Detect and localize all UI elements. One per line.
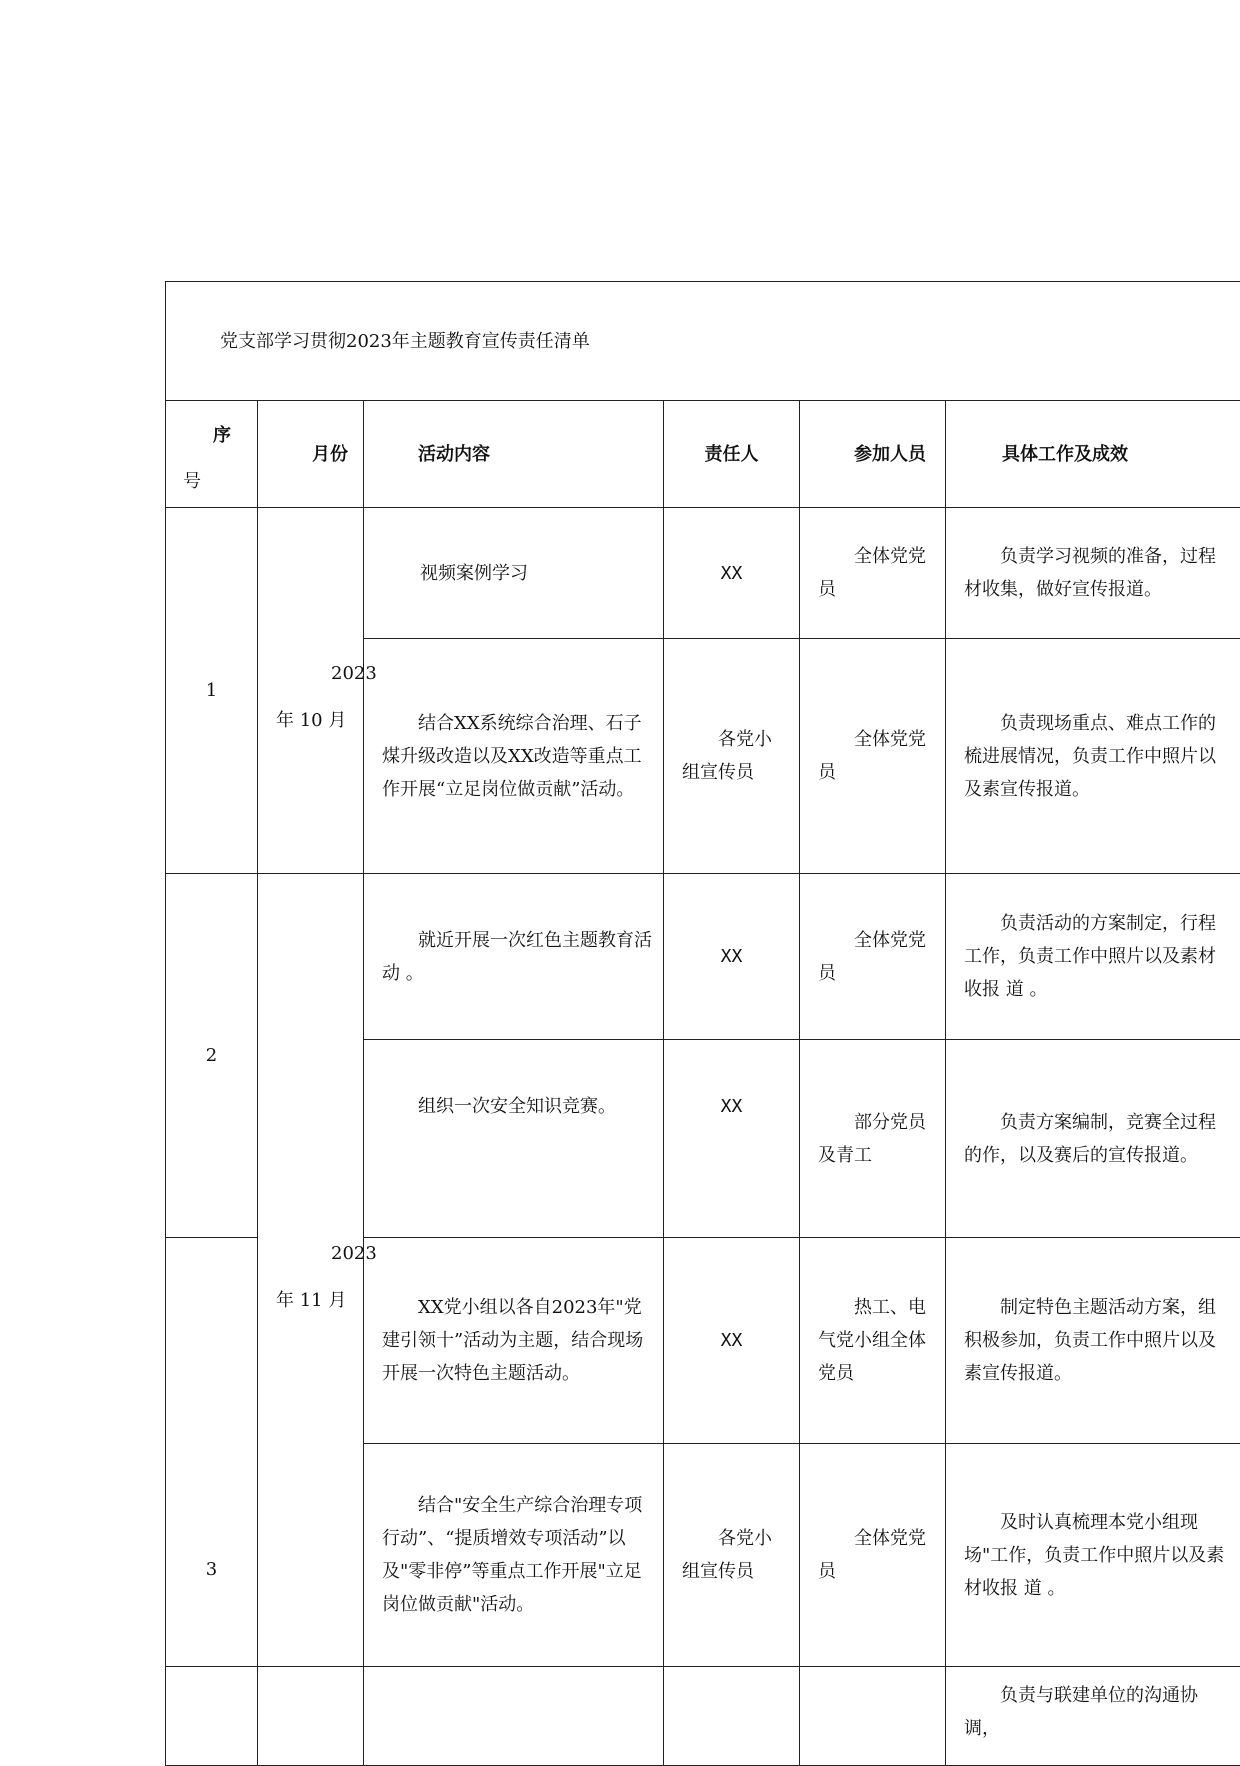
month-cell (258, 874, 364, 1667)
month-label: 年 11 月 (276, 1290, 346, 1311)
responsible-person-cell: 各党小组宣传员 (664, 639, 800, 874)
month-year: 2023 (276, 1224, 363, 1284)
responsible-person-cell: 各党小组宣传员 (664, 1444, 800, 1667)
work-results-cell: 负责方案编制，竞赛全过程的作，以及赛后的宣传报道。 (946, 1040, 1240, 1238)
header-month: 月份 (258, 401, 364, 508)
work-results-cell: 负责与联建单位的沟通协调， (946, 1667, 1240, 1766)
work-results-cell: 负责现场重点、难点工作的梳进展情况，负责工作中照片以及素宣传报道。 (946, 639, 1240, 874)
serial-number-cell: 3 (166, 1238, 258, 1667)
participants-cell: 全体党党员 (800, 874, 946, 1040)
participants-cell: 全体党党员 (800, 508, 946, 639)
header-serial-char-2: 号 (183, 465, 201, 498)
work-results-cell: 及时认真梳理本党小组现场"工作，负责工作中照片以及素材收报 道 。 (946, 1444, 1240, 1667)
responsible-person-cell: XX (664, 1238, 800, 1444)
table-row (166, 874, 1240, 1040)
activity-content-cell: 结合"安全生产综合治理专项行动”、“提质增效专项活动”以及"零非停”等重点工作开展"立足岗位做贡献"活动。 (364, 1444, 664, 1667)
month-cell (258, 508, 364, 874)
participants-cell: 全体党党员 (800, 639, 946, 874)
header-activity-content: 活动内容 (364, 401, 664, 508)
table-header-row (166, 401, 1240, 508)
responsible-person-cell: XX (664, 508, 800, 639)
serial-number-cell: 1 (166, 508, 258, 874)
table-title: 党支部学习贯彻2023年主题教育宣传责任清单 (166, 282, 1240, 401)
responsible-person-cell: XX (664, 1040, 800, 1238)
activity-content-cell: 结合XX系统综合治理、石子 煤升级改造以及XX改造等重点工作开展“立足岗位做贡献”活动。 (364, 639, 664, 874)
activity-content-cell: 视频案例学习 (364, 508, 664, 639)
header-work-and-results: 具体工作及成效 (946, 401, 1240, 508)
activity-content-cell: 组织一次安全知识竞赛。 (364, 1040, 664, 1238)
participants-cell: 热工、电气党小组全体党员 (800, 1238, 946, 1444)
serial-number-cell (166, 1667, 258, 1766)
header-participants: 参加人员 (800, 401, 946, 508)
work-results-cell: 制定特色主题活动方案，组积极参加，负责工作中照片以及素宣传报道。 (946, 1238, 1240, 1444)
header-serial-number (166, 401, 258, 508)
header-serial-char-1: 序 (213, 419, 231, 452)
activity-content-cell: XX党小组以各自2023年"党建引领十”活动为主题，结合现场开展一次特色主题活动。 (364, 1238, 664, 1444)
table-row (166, 508, 1240, 639)
work-results-cell: 负责活动的方案制定，行程工作，负责工作中照片以及素材收报 道 。 (946, 874, 1240, 1040)
participants-cell: 部分党员及青工 (800, 1040, 946, 1238)
table-row (166, 1667, 1240, 1766)
participants-cell (800, 1667, 946, 1766)
responsible-person-cell (664, 1667, 800, 1766)
work-results-cell: 负责学习视频的准备，过程材收集，做好宣传报道。 (946, 508, 1240, 639)
participants-cell: 全体党党员 (800, 1444, 946, 1667)
month-cell (258, 1667, 364, 1766)
month-year: 2023 (276, 644, 363, 704)
responsible-person-cell: XX (664, 874, 800, 1040)
responsibility-table (165, 281, 1240, 1766)
header-responsible-person: 责任人 (664, 401, 800, 508)
activity-content-cell (364, 1667, 664, 1766)
serial-number-cell: 2 (166, 874, 258, 1238)
activity-content-cell: 就近开展一次红色主题教育活 动 。 (364, 874, 664, 1040)
month-label: 年 10 月 (276, 710, 346, 731)
